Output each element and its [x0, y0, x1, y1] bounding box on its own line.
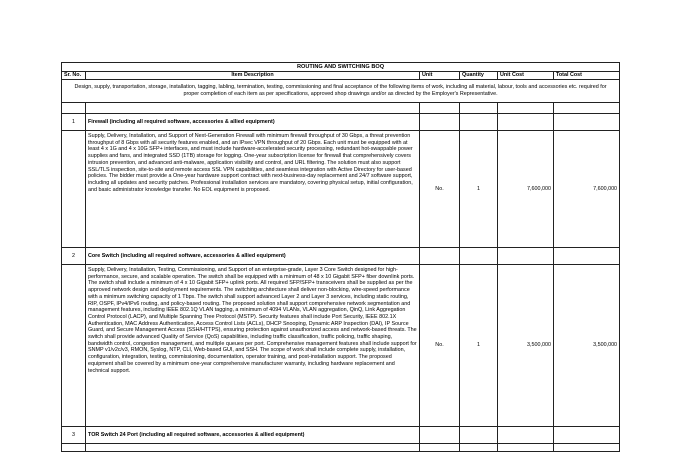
section-row-core-switch: [62, 248, 620, 265]
item-unit-cost: 7,600,000: [498, 131, 554, 248]
section-name: Firewall (including all required software, accessories & allied equipment): [86, 114, 420, 131]
section-row-tor-switch: [62, 427, 620, 444]
boq-sheet: [61, 62, 619, 452]
section-row-firewall: [62, 114, 620, 131]
section-sr: 1: [62, 114, 86, 131]
header-row: [62, 72, 620, 80]
table-title: ROUTING AND SWITCHING BOQ: [62, 63, 620, 72]
item-row-tor-switch: [62, 444, 620, 452]
item-unit-cost: 3,500,000: [498, 265, 554, 427]
item-unit: No.: [420, 131, 460, 248]
item-row-core-switch: [62, 265, 620, 427]
scope-row: [62, 80, 620, 103]
item-total-cost: 3,500,000: [554, 265, 620, 427]
title-row: [62, 63, 620, 72]
item-unit: No.: [420, 265, 460, 427]
header-item-description: Item Description: [86, 72, 420, 80]
header-sr-no: Sr. No.: [62, 72, 86, 80]
item-row-firewall: [62, 131, 620, 248]
spacer-row: [62, 103, 620, 114]
header-unit: Unit: [420, 72, 460, 80]
header-unit-cost: Unit Cost: [498, 72, 554, 80]
section-name: TOR Switch 24 Port (including all required software, accessories & allied equipment): [86, 427, 420, 444]
boq-table: [61, 62, 620, 452]
item-description: Supply, Delivery, Installation, and Support of Next-Generation Firewall with minimum firewall throughput of 30 Gbps, a threat prevention throughput of 8 Gbps with all security features enabled, and an IPsec VPN throughput of 20 Gbps. Each unit must be equipped with at least 4 x 1G and 4 x 10G SFP+ interfaces, and must include hardware-accelerated security processing, redundant hot-swappable power supplies and fans, and integrated SSD (1TB) storage for logging. One-year subscription license for firewall that comprehensively covers intrusion prevention, and advanced anti-malware, application visibility and control, and URL filtering. The solution must also support SSL/TLS inspection, site-to-site and remote access SSL VPN capabilities, and seamless integration with Active Directory for user-based policies. The bidder must provide a One-year hardware support contract with next-business-day replacement and 24/7 software support, including all updates and security patches. Professional installation services are mandatory, covering physical setup, initial configuration, and basic administrator knowledge transfer. No EOL equipment is proposed.: [86, 131, 420, 248]
header-total-cost: Total Cost: [554, 72, 620, 80]
item-quantity: 1: [460, 131, 498, 248]
header-quantity: Quantity: [460, 72, 498, 80]
item-total-cost: 7,600,000: [554, 131, 620, 248]
scope-text: Design, supply, transportation, storage, installation, tagging, labling, termination, testing, commissioning and final acceptance of the following items of work, including all material, labour, tools and accessories etc. required for proper completion of each item as per specifications, approved shop drawings and/or as directed by the Employer's Representative.: [62, 80, 620, 103]
section-sr: 2: [62, 248, 86, 265]
section-name: Core Switch (including all required software, accessories & allied equipment): [86, 248, 420, 265]
item-description: Supply, Delivery, Installation, Testing, Commissioning, and Support of an enterprise-grade, Layer 3 Core Switch designed for high-performance, secure, and scalable operation. The switch shall be equipped with a minimum of 48 x 10 Gigabit SFP+ fiber downlink ports. The switch shall include a minimum of 4 x 10 Gigabit SFP+ uplink ports. All required SFP/SFP+ transceivers shall be supplied as per the approved network design and deployment requirements. The switching architecture shall deliver non-blocking, wire-speed performance with a minimum switching capacity of 1 Tbps. The switch shall support advanced Layer 2 and Layer 3 services, including static routing, RIP, OSPF, IPv4/IPv6 routing, and policy-based routing. The proposed solution shall support comprehensive network segmentation and management features, including IEEE 802.1Q VLAN tagging, a minimum of 4094 VLANs, VLAN aggregation, QinQ, Link Aggregation Control Protocol (LACP), and Multiple Spanning Tree Protocol (MSTP). Security features shall include Port Security, IEEE 802.1X Authentication, MAC Address Authentication, Access Control Lists (ACLs), DHCP Snooping, Dynamic ARP Inspection (DAI), IP Source Guard, and Secure Management Access (SSH/HTTPS), ensuring protection against unauthorized access and network-based threats. The switch shall provide advanced Quality of Service (QoS) capabilities, including traffic classification, traffic policing, traffic shaping, bandwidth control, congestion management, and multiple queues per port. Comprehensive management features shall include support for SNMP v1/v2c/v3, RMON, Syslog, NTP, CLI, Web-based GUI, and SSH. The scope of work shall include complete supply, installation, configuration, integration, testing, commissioning, documentation, operator training, and post-installation support. The proposed equipment shall be covered by a minimum one-year comprehensive manufacturer warranty, including hardware replacement and technical support.: [86, 265, 420, 427]
item-quantity: 1: [460, 265, 498, 427]
section-sr: 3: [62, 427, 86, 444]
